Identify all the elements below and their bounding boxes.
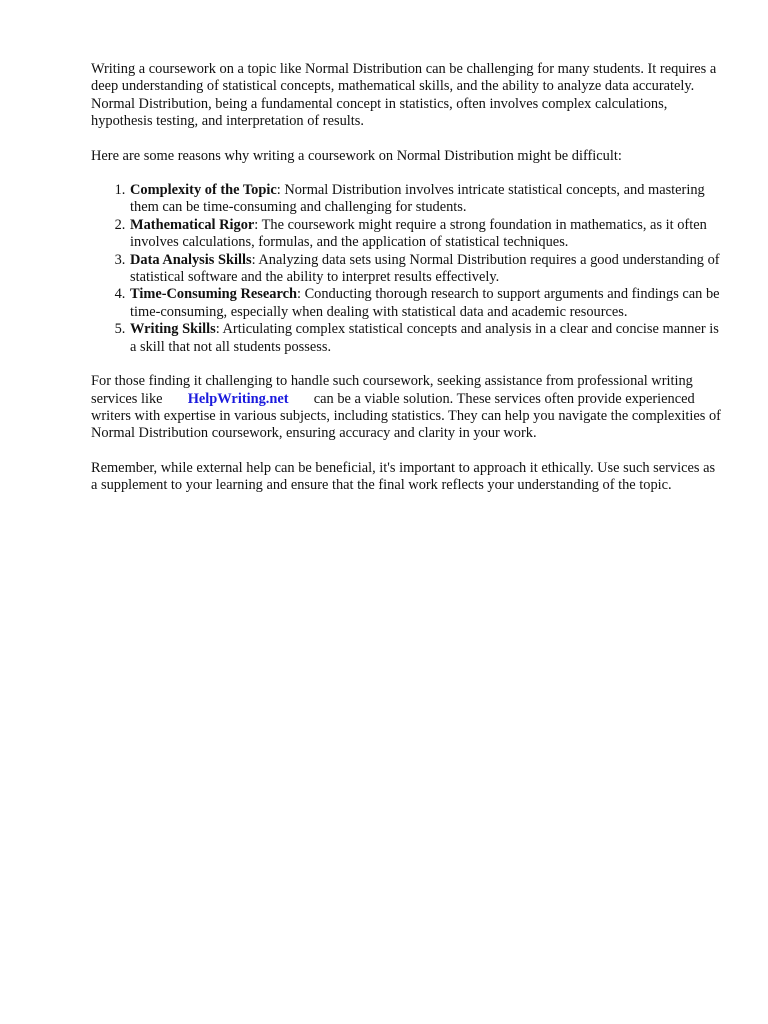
reason-term: Mathematical Rigor bbox=[130, 216, 255, 233]
reason-text: : The coursework might require a strong foundation in mathematics, as it often involves calculations, formulas, and the application of statistical techniques. bbox=[130, 216, 707, 251]
reason-text: : Analyzing data sets using Normal Distribution requires a good understanding of statistical software and the ability to interpret results effectively. bbox=[130, 251, 720, 286]
reason-text: : Articulating complex statistical concepts and analysis in a clear and concise manner is a skill that not all students possess. bbox=[130, 321, 719, 355]
reason-text: : Conducting thorough research to support arguments and findings can be time-consuming, especially when dealing with statistical data and academic resources. bbox=[130, 286, 720, 320]
list-item bbox=[129, 286, 721, 321]
help-text-after: can be a viable solution. These services often provide experienced writers with expertise in various subjects, including statistics. They can help you navigate the complexities of Normal Distribution coursework, ensuring accuracy and clarity in your work. bbox=[91, 390, 721, 442]
list-item bbox=[129, 252, 721, 287]
reason-term: Data Analysis Skills bbox=[130, 251, 252, 268]
reasons-list bbox=[91, 182, 721, 356]
list-item bbox=[129, 321, 721, 356]
reason-term: Complexity of the Topic bbox=[130, 182, 277, 199]
intro-paragraph: Writing a coursework on a topic like Normal Distribution can be challenging for many students. It requires a deep understanding of statistical concepts, mathematical skills, and the ability to analyze data accurately. Normal Distribution, being a fundamental concept in statistics, often involves complex calculations, hypothesis testing, and interpretation of results. bbox=[91, 61, 717, 130]
reason-term: Time-Consuming Research bbox=[130, 286, 297, 303]
help-paragraph bbox=[91, 373, 721, 443]
reason-term: Writing Skills bbox=[130, 321, 216, 338]
document-body bbox=[91, 61, 721, 512]
helpwriting-link[interactable]: HelpWriting.net bbox=[187, 390, 289, 407]
closing-paragraph: Remember, while external help can be beneficial, it's important to approach it ethically. Use such services as a supplement to your learning and ensure that the final work reflects your understanding of the topic. bbox=[91, 459, 716, 494]
reasons-lead-paragraph: Here are some reasons why writing a coursework on Normal Distribution might be difficult: bbox=[91, 147, 622, 164]
help-text-before: For those finding it challenging to handle such coursework, seeking assistance from professional writing services like bbox=[91, 373, 693, 407]
list-item bbox=[129, 182, 721, 217]
reason-text: : Normal Distribution involves intricate statistical concepts, and mastering them can be time-consuming and challenging for students. bbox=[130, 182, 705, 216]
list-item bbox=[129, 217, 721, 252]
